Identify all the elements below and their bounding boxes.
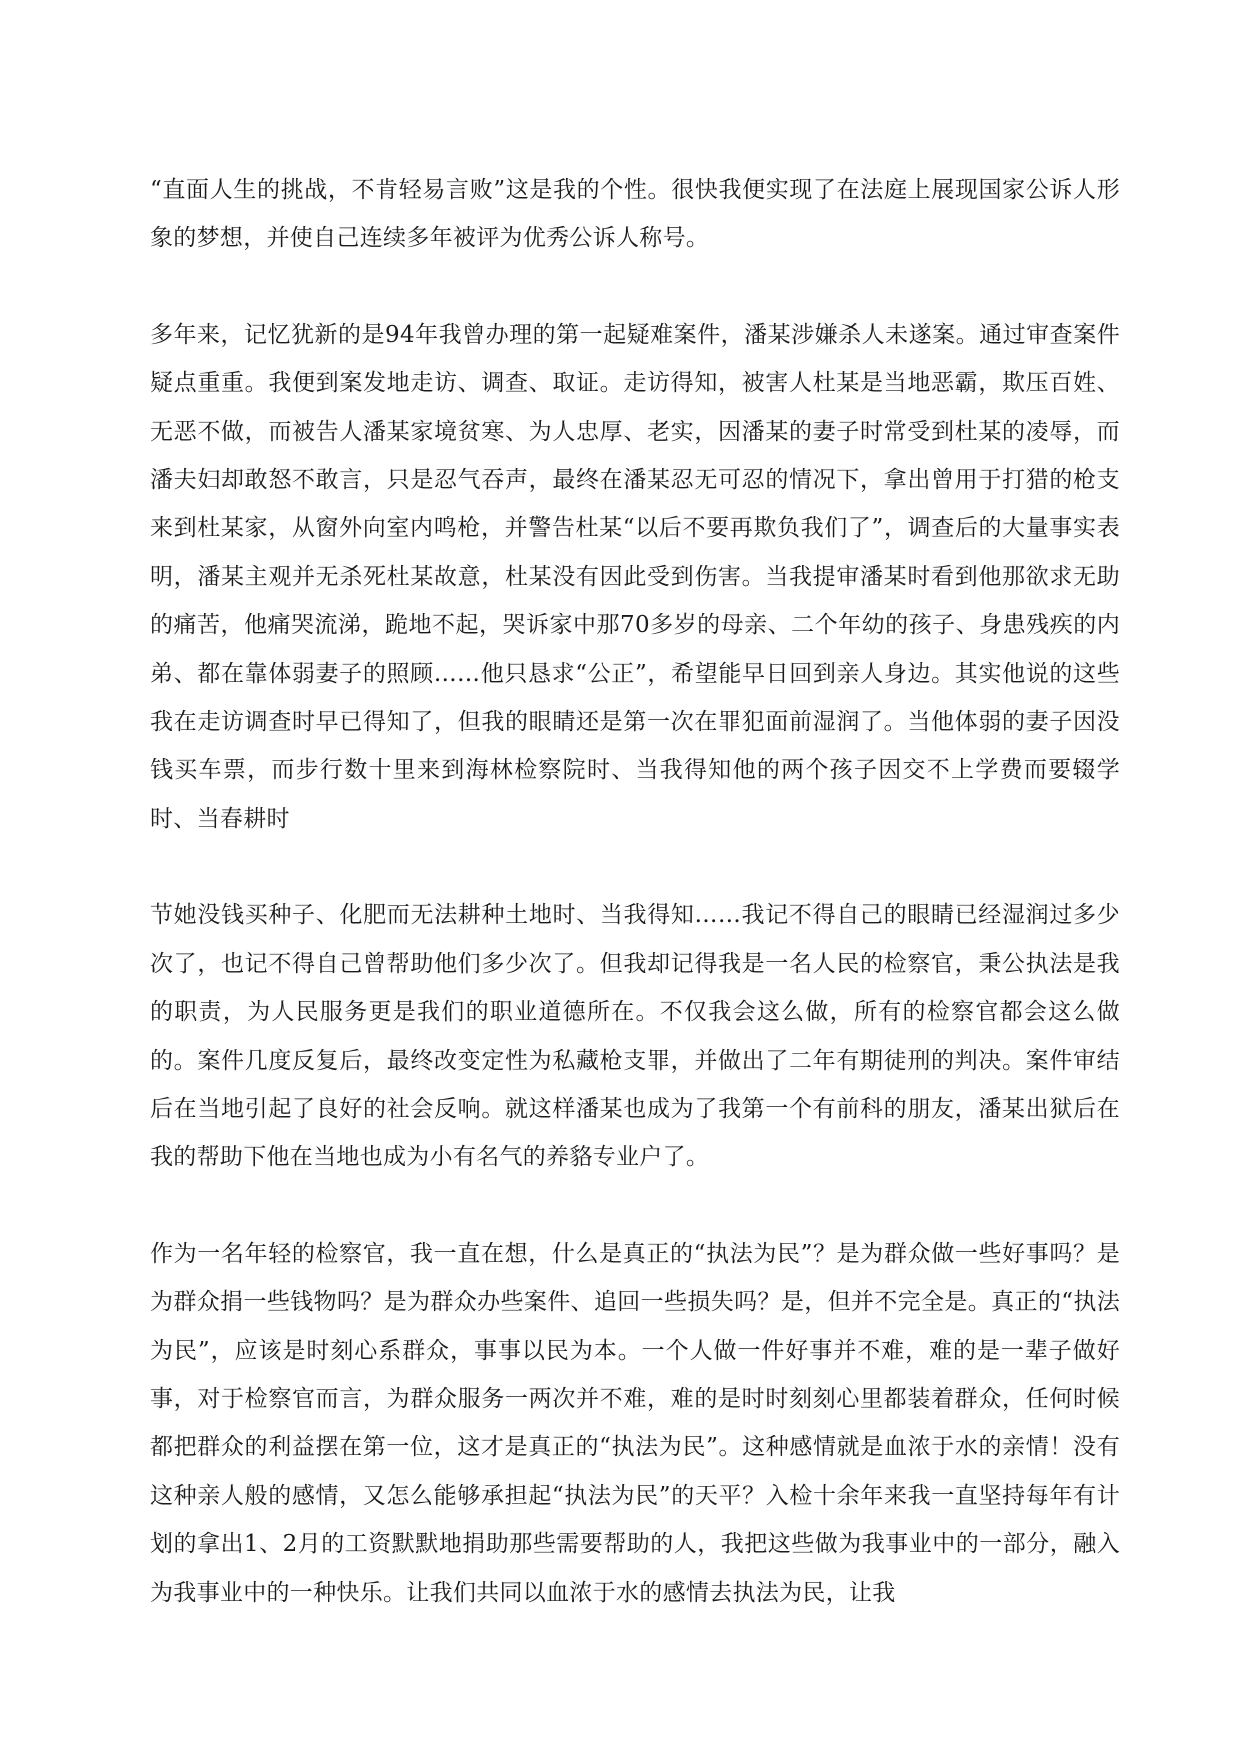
document-body	[150, 166, 1120, 1665]
paragraph-serve-people: 作为一名年轻的检察官，我一直在想，什么是真正的“执法为民”？是为群众做一些好事吗？是为群众捐一些钱物吗？是为群众办些案件、追回一些损失吗？是，但并不完全是。真正的“执法为民”，应该是时刻心系群众，事事以民为本。一个人做一件好事并不难，难的是一辈子做好事，对于检察官而言，为群众服务一两次并不难，难的是时时刻刻心里都装着群众，任何时候都把群众的利益摆在第一位，这才是真正的“执法为民”。这种感情就是血浓于水的亲情！没有这种亲人般的感情，又怎么能够承担起“执法为民”的天平？入检十余年来我一直坚持每年有计划的拿出1、2月的工资默默地捐助那些需要帮助的人，我把这些做为我事业中的一部分，融入为我事业中的一种快乐。让我们共同以血浓于水的感情去执法为民，让我	[150, 1240, 1120, 1606]
paragraph-personality: “直面人生的挑战，不肯轻易言败”这是我的个性。很快我便实现了在法庭上展现国家公诉人形象的梦想，并使自己连续多年被评为优秀公诉人称号。	[150, 177, 1120, 252]
paragraph-pan-case: 多年来，记忆犹新的是94年我曾办理的第一起疑难案件，潘某涉嫌杀人未遂案。通过审查案件疑点重重。我便到案发地走访、调查、取证。走访得知，被害人杜某是当地恶霸，欺压百姓、无恶不做，而被告人潘某家境贫寒、为人忠厚、老实，因潘某的妻子时常受到杜某的凌辱，而潘夫妇却敢怒不敢言，只是忍气吞声，最终在潘某忍无可忍的情况下，拿出曾用于打猎的枪支来到杜某家，从窗外向室内鸣枪，并警告杜某“以后不要再欺负我们了”，调查后的大量事实表明，潘某主观并无杀死杜某故意，杜某没有因此受到伤害。当我提审潘某时看到他那欲求无助的痛苦，他痛哭流涕，跪地不起，哭诉家中那70多岁的母亲、二个年幼的孩子、身患残疾的内弟、都在靠体弱妻子的照顾……他只恳求“公正”，希望能早日回到亲人身边。其实他说的这些我在走访调查时早已得知了，但我的眼睛还是第一次在罪犯面前湿润了。当他体弱的妻子因没钱买车票，而步行数十里来到海林检察院时、当我得知他的两个孩子因交不上学费而要辍学时、当春耕时	[150, 321, 1120, 832]
paragraph-case-outcome: 节她没钱买种子、化肥而无法耕种土地时、当我得知……我记不得自己的眼睛已经湿润过多少次了，也记不得自己曾帮助他们多少次了。但我却记得我是一名人民的检察官，秉公执法是我的职责，为人民服务更是我们的职业道德所在。不仅我会这么做，所有的检察官都会这么做的。案件几度反复后，最终改变定性为私藏枪支罪，并做出了二年有期徒刑的判决。案件审结后在当地引起了良好的社会反响。就这样潘某也成为了我第一个有前科的朋友，潘某出狱后在我的帮助下他在当地也成为小有名气的养貉专业户了。	[150, 902, 1120, 1171]
